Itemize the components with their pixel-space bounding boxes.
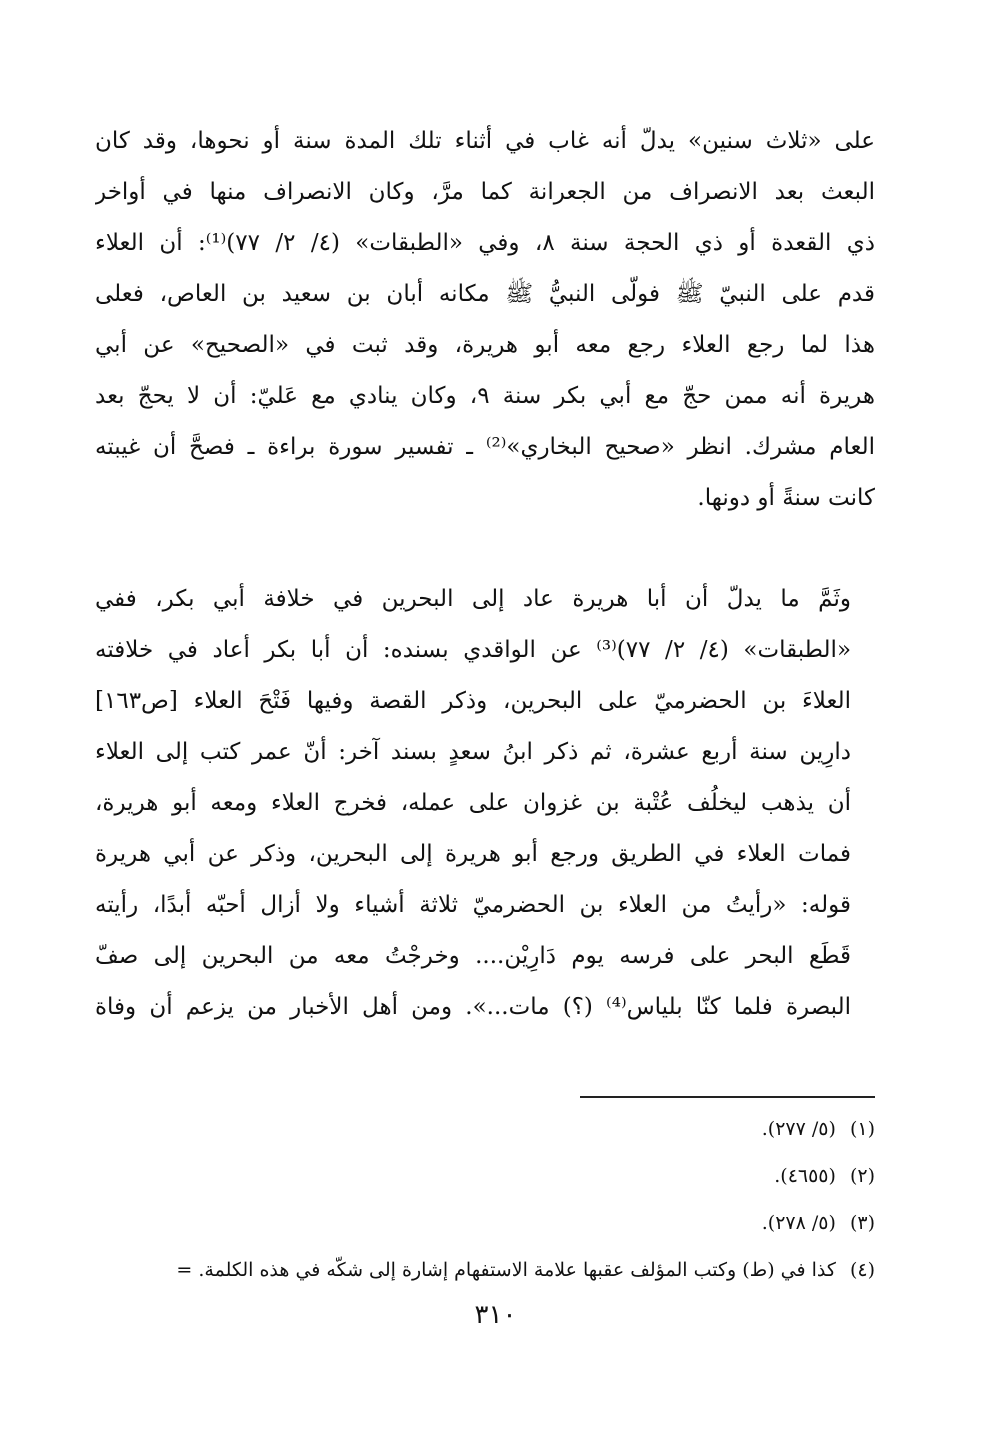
footnote-text: (٤٦٥٥). bbox=[774, 1165, 836, 1187]
text-line: وثَمَّ ما يدلّ أن أبا هريرة عاد إلى البحرين في خلافة أبي بكر، ففي bbox=[95, 586, 851, 612]
footnote-4 bbox=[80, 1247, 875, 1294]
footnote-separator bbox=[580, 1096, 875, 1098]
footnote-3 bbox=[80, 1200, 875, 1247]
text-line: «الطبقات» (٤/ ٢/ ٧٧)⁽³⁾ عن الواقدي بسنده: أن أبا بكر أعاد في خلافته bbox=[95, 637, 852, 663]
paragraph-1 bbox=[95, 116, 875, 524]
footnote-2 bbox=[80, 1153, 875, 1200]
text-line: على «ثلاث سنين» يدلّ أنه غاب في أثناء تلك المدة سنة أو نحوها، وقد كان bbox=[95, 128, 875, 154]
text-line: قوله: «رأيتُ من العلاء بن الحضرميّ ثلاثة أشياء ولا أزال أحبّه أبدًا، رأيته bbox=[95, 892, 851, 918]
footnote-1 bbox=[80, 1106, 875, 1153]
footnote-number: (٤) bbox=[849, 1259, 875, 1281]
footnote-number: (٢) bbox=[849, 1165, 875, 1187]
text-line: فمات العلاء في الطريق ورجع أبو هريرة إلى البحرين، وذكر عن أبي هريرة bbox=[95, 841, 851, 867]
text-line: قدم على النبيّ ﷺ فولّى النبيُّ ﷺ مكانه أبان بن سعيد بن العاص، فعلى bbox=[95, 281, 875, 307]
text-line: أن يذهب ليخلُف عُتْبة بن غزوان على عمله، فخرج العلاء ومعه أبو هريرة، bbox=[95, 790, 851, 816]
text-line: هريرة أنه ممن حجّ مع أبي بكر سنة ٩، وكان ينادي مع عَليّ: أن لا يحجّ بعد bbox=[95, 383, 875, 409]
text-line: هذا لما رجع العلاء رجع معه أبو هريرة، وقد ثبت في «الصحيح» عن أبي bbox=[95, 332, 875, 358]
text-line: دارِين سنة أربع عشرة، ثم ذكر ابنُ سعدٍ بسند آخر: أنّ عمر كتب إلى العلاء bbox=[95, 739, 851, 765]
page-number: ٣١٠ bbox=[474, 1300, 517, 1330]
footnote-number: (١) bbox=[849, 1118, 875, 1140]
footnote-text: (٥/ ٢٧٨). bbox=[761, 1212, 836, 1234]
footnote-text: (٥/ ٢٧٧). bbox=[761, 1118, 836, 1140]
footnote-text: كذا في (ط) وكتب المؤلف عقبها علامة الاستفهام إشارة إلى شكّه في هذه الكلمة. = bbox=[176, 1259, 836, 1281]
text-line: العلاءَ بن الحضرميّ على البحرين، وذكر القصة وفيها فَتْحَ العلاء [ص١٦٣] bbox=[95, 688, 851, 714]
text-line: قَطَع البحر على فرسه يوم دَارِيْن.... وخرجْتُ معه من البحرين إلى صفّ bbox=[95, 943, 851, 969]
paragraph-2 bbox=[95, 574, 875, 1033]
text-line: العام مشرك. انظر «صحيح البخاري»⁽²⁾ ـ تفسير سورة براءة ـ فصحَّ أن غيبته bbox=[95, 434, 875, 460]
text-line: البصرة فلما كنّا بلياس⁽⁴⁾ (؟) مات...». ومن أهل الأخبار من يزعم أن وفاة bbox=[95, 994, 851, 1020]
footnotes bbox=[80, 1106, 875, 1294]
text-line: ذي القعدة أو ذي الحجة سنة ٨، وفي «الطبقات» (٤/ ٢/ ٧٧)⁽¹⁾: أن العلاء bbox=[95, 230, 875, 256]
text-line: البعث بعد الانصراف من الجعرانة كما مرَّ، وكان الانصراف منها في أواخر bbox=[95, 179, 875, 205]
footnote-number: (٣) bbox=[849, 1212, 875, 1234]
text-line: كانت سنةً أو دونها. bbox=[697, 485, 875, 511]
